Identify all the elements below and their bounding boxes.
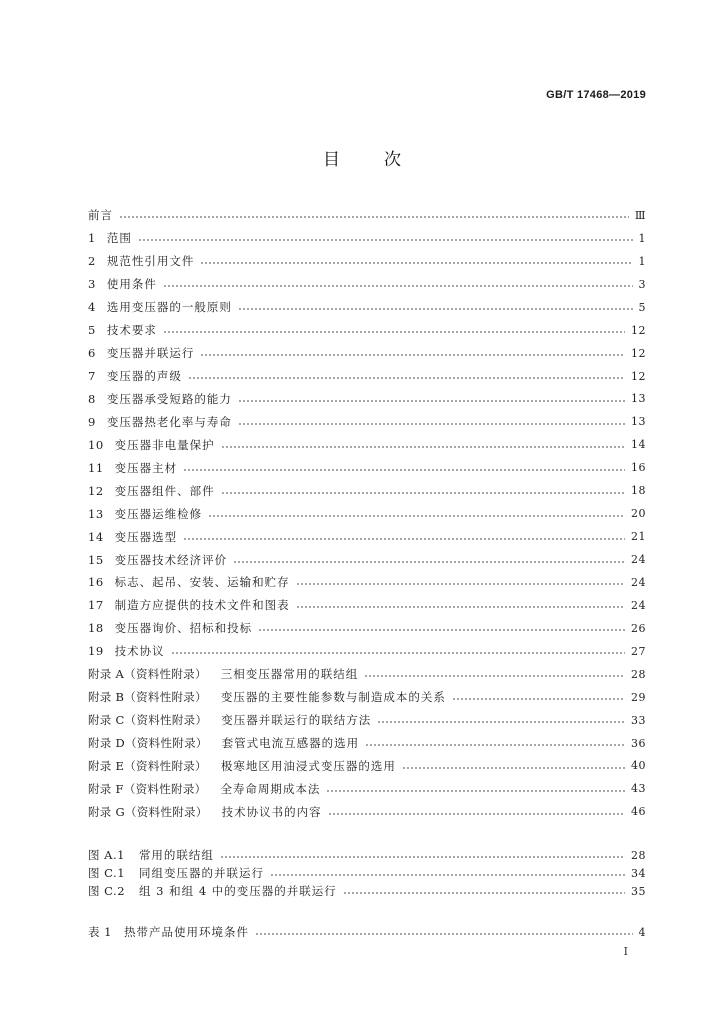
toc-entry[interactable]: [88, 410, 646, 433]
dot-leader: [221, 441, 625, 449]
dot-leader: [326, 785, 625, 793]
toc-entry-number: 3: [88, 277, 96, 292]
toc-entry-number: 16: [88, 575, 104, 590]
toc-entry-title: 变压器非电量保护: [114, 437, 215, 452]
toc-entry-title: 变压器并联运行: [106, 346, 195, 361]
figure-entry-title: 常用的联结组: [138, 848, 214, 862]
toc-entry-title: 变压器运维检修: [114, 506, 203, 521]
toc-entry[interactable]: [88, 388, 646, 411]
figure-entry-title: 同组变压器的并联运行: [139, 866, 265, 880]
page-number: I: [623, 945, 628, 958]
toc-entry[interactable]: [88, 342, 646, 365]
toc-entry-title: 技术协议: [114, 644, 165, 659]
toc-entry-page: 14: [631, 438, 646, 452]
appendix-entry[interactable]: [88, 755, 646, 778]
toc-entry[interactable]: [88, 273, 646, 296]
dot-leader: [365, 739, 625, 747]
dot-leader: [188, 372, 625, 380]
toc-entry-number: 10: [88, 437, 104, 452]
appendix-entry-number: 附录 B（资料性附录）: [88, 690, 207, 705]
toc-entry-page: 3: [638, 277, 646, 291]
dot-leader: [208, 510, 625, 518]
toc-entry-number: 4: [88, 300, 96, 315]
toc-entry[interactable]: [88, 571, 646, 594]
toc-entry-page: 12: [631, 323, 646, 337]
toc-entry-title: 使用条件: [106, 277, 157, 292]
toc-entry-number: 18: [88, 621, 104, 636]
toc-entry-title: 标志、起吊、安装、运输和贮存: [114, 575, 290, 590]
dot-leader: [119, 211, 629, 219]
dot-leader: [238, 418, 625, 426]
appendix-entry-title: 三相变压器常用的联结组: [220, 667, 359, 682]
table-entry[interactable]: [88, 923, 646, 941]
appendix-entry[interactable]: [88, 686, 646, 709]
toc-entry-page: 16: [631, 461, 646, 475]
toc-entry-number: 13: [88, 506, 104, 521]
dot-leader: [163, 326, 625, 334]
appendix-entry-page: 33: [631, 713, 646, 727]
toc-entry-page: 21: [631, 530, 646, 544]
figure-entry[interactable]: [88, 846, 646, 864]
figure-entry[interactable]: [88, 882, 646, 900]
dot-leader: [233, 556, 625, 564]
toc-entry-title: 前言: [88, 208, 113, 223]
toc-entry-page: 13: [631, 415, 646, 429]
dot-leader: [138, 234, 633, 242]
toc-entry-number: 14: [88, 529, 104, 544]
dot-leader: [452, 693, 625, 701]
toc-entry[interactable]: [88, 365, 646, 388]
dot-leader: [377, 716, 625, 724]
dot-leader: [200, 257, 632, 265]
toc-entry-title: 规范性引用文件: [106, 254, 195, 269]
toc-entry-page: 13: [631, 392, 646, 406]
toc-entry-title: 变压器的声级: [106, 369, 182, 384]
toc-entry-number: 9: [88, 414, 96, 429]
toc-entry-page: 24: [631, 598, 646, 612]
toc-entry-title: 范围: [106, 231, 132, 246]
table-entry-number: 表 1: [88, 925, 112, 939]
dot-leader: [258, 624, 625, 632]
toc-entry-number: 15: [88, 552, 104, 567]
dot-leader: [238, 395, 625, 403]
toc-entry[interactable]: [88, 502, 646, 525]
figure-entry-title: 组 3 和组 4 中的变压器的并联运行: [139, 884, 337, 898]
figure-entry[interactable]: [88, 864, 646, 882]
toc-entry-number: 8: [88, 391, 96, 406]
appendix-entry[interactable]: [88, 777, 646, 800]
document-code: GB/T 17468—2019: [546, 89, 646, 101]
appendix-entry-number: 附录 F（资料性附录）: [88, 781, 207, 796]
toc-entry-title: 制造方应提供的技术文件和图表: [114, 598, 290, 613]
toc-entry-number: 7: [88, 369, 96, 384]
toc-entry-title: 变压器承受短路的能力: [106, 391, 232, 406]
dot-leader: [296, 578, 625, 586]
toc-entry-page: 27: [631, 644, 646, 658]
appendix-entry[interactable]: [88, 663, 646, 686]
toc-entry[interactable]: [88, 433, 646, 456]
toc-entry-page: 18: [631, 484, 646, 498]
toc-entry-title: 变压器选型: [114, 529, 178, 544]
appendix-entry-page: 28: [631, 667, 646, 681]
dot-leader: [183, 533, 625, 541]
dot-leader: [255, 928, 633, 936]
toc-entry-title: 变压器组件、部件: [114, 483, 215, 498]
toc-entry-page: 20: [631, 507, 646, 521]
figure-list: [88, 846, 646, 900]
appendix-entry-page: 40: [631, 759, 646, 773]
appendix-entry-page: 29: [631, 690, 646, 704]
dot-leader: [238, 303, 633, 311]
toc-entry[interactable]: [88, 227, 646, 250]
appendix-entry-number: 附录 A（资料性附录）: [88, 667, 207, 682]
toc-entry-page: 24: [631, 575, 646, 589]
toc-entry-number: 5: [88, 323, 96, 338]
toc-entry-page: 12: [631, 346, 646, 360]
toc-entry-title: 变压器技术经济评价: [114, 552, 228, 567]
figure-entry-number: 图 A.1: [88, 848, 125, 862]
dot-leader: [221, 487, 625, 495]
figure-entry-number: 图 C.1: [88, 866, 126, 880]
appendix-entry-title: 套管式电流互感器的选用: [221, 736, 360, 751]
dot-leader: [402, 762, 625, 770]
toc-entry-page: Ⅲ: [634, 208, 646, 222]
toc-entry-number: 19: [88, 644, 104, 659]
toc-entry-page: 1: [638, 254, 646, 268]
appendix-entry[interactable]: [88, 800, 646, 823]
appendix-entry-title: 变压器的主要性能参数与制造成本的关系: [220, 690, 446, 705]
toc-entry-title: 变压器热老化率与寿命: [106, 414, 232, 429]
figure-entry-page: 35: [631, 884, 646, 898]
toc-entry-number: 1: [88, 231, 96, 246]
appendix-entry[interactable]: [88, 709, 646, 732]
appendix-entry-title: 技术协议书的内容: [221, 804, 322, 819]
appendix-entry-number: 附录 D（资料性附录）: [88, 736, 208, 751]
table-entry-title: 热带产品使用环境条件: [123, 925, 249, 939]
toc-entry-page: 1: [638, 231, 646, 245]
toc-entry-title: 变压器主材: [114, 460, 178, 475]
dot-leader: [220, 851, 625, 859]
dot-leader: [343, 887, 625, 895]
appendix-entry-page: 36: [631, 736, 646, 750]
dot-leader: [296, 601, 625, 609]
appendix-entry-title: 变压器并联运行的联结方法: [221, 713, 372, 728]
toc-entry[interactable]: [88, 548, 646, 571]
toc-entry[interactable]: [88, 617, 646, 640]
toc-entry[interactable]: [88, 525, 646, 548]
figure-entry-page: 34: [631, 866, 646, 880]
appendix-entry-title: 全寿命周期成本法: [220, 781, 321, 796]
appendix-entry-page: 43: [631, 782, 646, 796]
dot-leader: [183, 464, 625, 472]
toc-entry[interactable]: [88, 296, 646, 319]
toc-entry[interactable]: [88, 479, 646, 502]
toc-entry-number: 6: [88, 346, 96, 361]
toc-entry-number: 11: [88, 460, 104, 475]
toc-entry-number: 2: [88, 254, 96, 269]
appendix-entry-number: 附录 E（资料性附录）: [88, 758, 207, 773]
toc-title: 目次: [323, 150, 445, 170]
appendix-entry-page: 46: [631, 805, 646, 819]
toc-entry-page: 5: [638, 300, 646, 314]
appendix-entry-title: 极寒地区用油浸式变压器的选用: [220, 758, 396, 773]
dot-leader: [200, 349, 625, 357]
toc-entry-title: 变压器询价、招标和投标: [114, 621, 253, 636]
toc-entry-page: 24: [631, 553, 646, 567]
appendix-entry-number: 附录 G（资料性附录）: [88, 804, 208, 819]
toc-entry-title: 选用变压器的一般原则: [106, 300, 232, 315]
table-entry-page: 4: [638, 925, 646, 939]
dot-leader: [163, 280, 633, 288]
toc-entry-number: 12: [88, 483, 104, 498]
toc-entry-page: 26: [631, 621, 646, 635]
dot-leader: [270, 869, 625, 877]
table-list: [88, 923, 646, 941]
toc-entry-title: 技术要求: [106, 323, 157, 338]
dot-leader: [328, 808, 625, 816]
toc-entry[interactable]: [88, 250, 646, 273]
figure-entry-page: 28: [631, 848, 646, 862]
toc-entry-page: 12: [631, 369, 646, 383]
appendix-entry-number: 附录 C（资料性附录）: [88, 713, 208, 728]
toc-entry-number: 17: [88, 598, 104, 613]
toc-list: [88, 204, 646, 823]
toc-entry[interactable]: [88, 594, 646, 617]
dot-leader: [364, 670, 625, 678]
appendix-entry[interactable]: [88, 732, 646, 755]
toc-entry[interactable]: [88, 319, 646, 342]
figure-entry-number: 图 C.2: [88, 884, 126, 898]
toc-entry[interactable]: [88, 204, 646, 227]
toc-entry[interactable]: [88, 456, 646, 479]
toc-entry[interactable]: [88, 640, 646, 663]
dot-leader: [171, 647, 625, 655]
